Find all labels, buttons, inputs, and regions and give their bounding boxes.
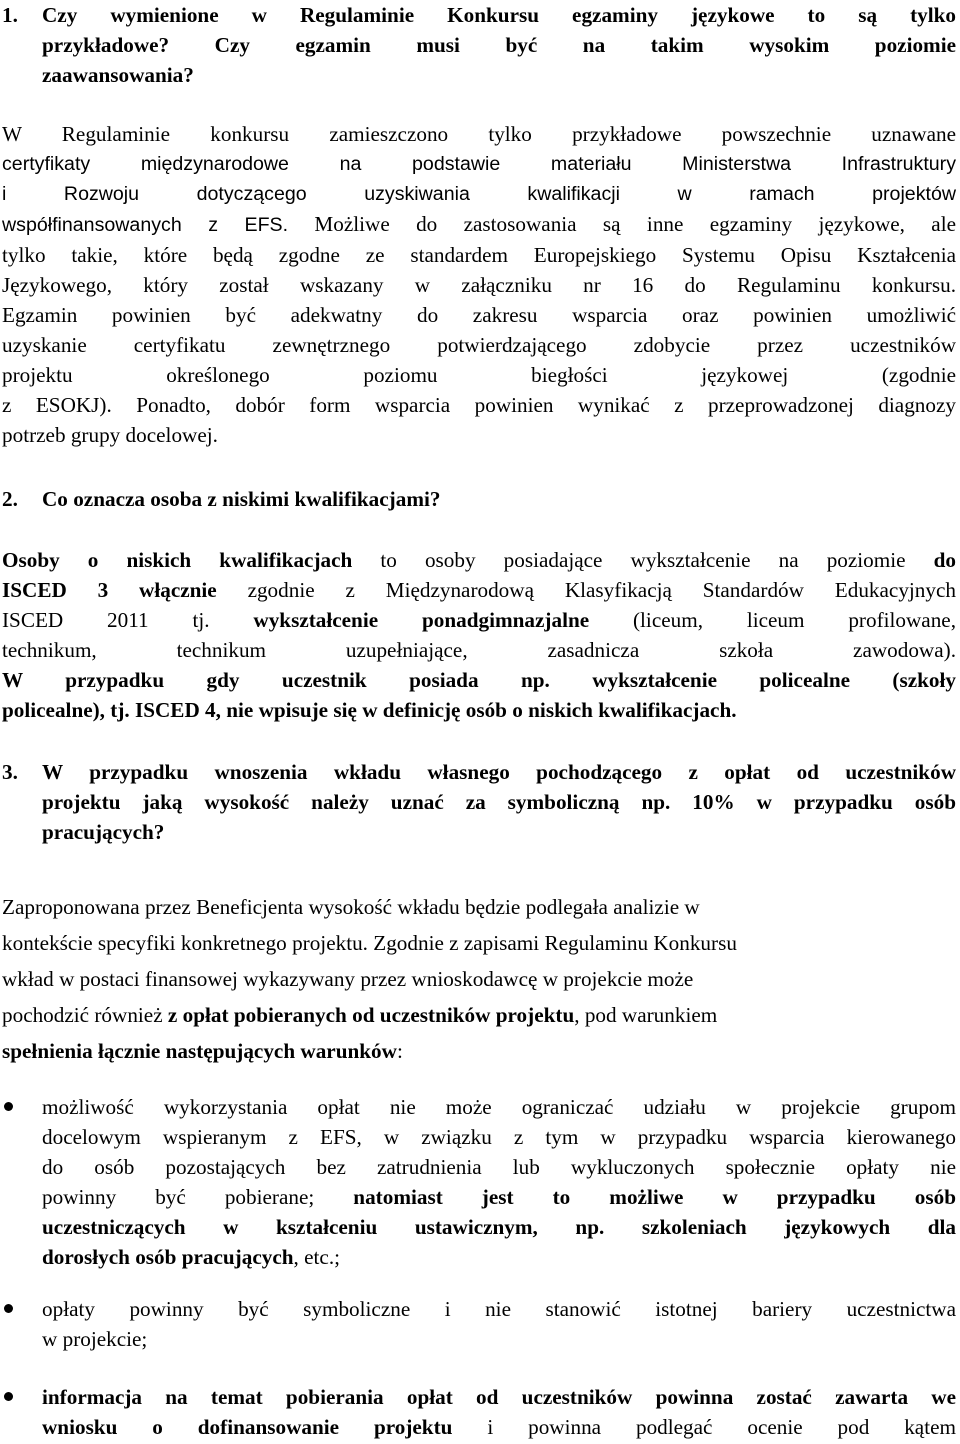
bullet-line: [42, 1242, 956, 1272]
bullet-fragment: i powinna podlegać ocenie pod kątem: [452, 1415, 956, 1439]
bullet-line: opłaty powinny być symboliczne i nie stanowić istotnej bariery uczestnictwa: [42, 1297, 956, 1321]
answer-fragment: :: [396, 1039, 403, 1063]
question-line: zaawansowania?: [42, 63, 194, 87]
answer-line: W Regulaminie konkursu zamieszczono tylko przykładowe powszechnie uznawane: [2, 122, 956, 146]
answer-line: wkład w postaci finansowej wykazywany przez wnioskodawcę w projekcie może: [2, 967, 694, 991]
answer-line: [2, 575, 956, 605]
answer-fragment: do: [933, 548, 956, 572]
question-line: projektu jaką wysokość należy uznać za symboliczną np. 10% w przypadku osób: [42, 790, 956, 814]
question-line: pracujących?: [42, 820, 165, 844]
answer-fragment: to osoby posiadające wykształcenie na poziomie: [352, 548, 934, 572]
answer-1: [2, 119, 956, 450]
bullet-line: docelowym wspieranym z EFS, w związku z tym w przypadku wsparcia kierowanego: [42, 1125, 956, 1149]
answer-fragment: zgodnie z Międzynarodową Klasyfikacją Standardów Edukacyjnych: [216, 578, 956, 602]
question-number: 3.: [2, 760, 18, 784]
bullet-line: możliwość wykorzystania opłat nie może ograniczać udziału w projekcie grupom: [42, 1095, 956, 1119]
question-number: 1.: [2, 3, 18, 27]
answer-fragment: Osoby o niskich kwalifikacjach: [2, 548, 353, 572]
bullet-line: do osób pozostających bez zatrudnienia lub wykluczonych społecznie opłaty nie: [42, 1155, 956, 1179]
answer-3: [2, 889, 932, 1069]
answer-line: potrzeb grupy docelowej.: [2, 423, 218, 447]
answer-fragment: Możliwe do zastosowania są inne egzaminy językowe, ale: [288, 212, 956, 236]
bullet-icon: [2, 1092, 42, 1272]
question-line: Co oznacza osoba z niskimi kwalifikacjami?: [42, 487, 441, 511]
answer-fragment: (liceum, liceum profilowane,: [589, 608, 956, 632]
question-1: [2, 0, 956, 90]
bullet-fragment: wniosku o dofinansowanie projektu: [42, 1415, 453, 1439]
answer-line: policealne), tj. ISCED 4, nie wpisuje się w definicję osób o niskich kwalifikacjach.: [2, 698, 737, 722]
answer-fragment: z opłat pobieranych od uczestników projektu: [167, 1003, 575, 1027]
bullet-icon: [2, 1382, 42, 1442]
answer-fragment: wykształcenie ponadgimnazjalne: [253, 608, 590, 632]
answer-line: kontekście specyfiki konkretnego projektu. Zgodnie z zapisami Regulaminu Konkursu: [2, 931, 737, 955]
bullet-item: [2, 1294, 956, 1354]
bullet-line: [42, 1412, 956, 1442]
question-number: 2.: [2, 487, 18, 511]
bullet-item: [2, 1092, 956, 1272]
answer-line: uzyskanie certyfikatu zewnętrznego potwierdzającego zdobycie przez uczestników: [2, 333, 956, 357]
answer-line: [2, 605, 956, 635]
bullet-fragment: dorosłych osób pracujących: [42, 1245, 294, 1269]
question-line: Czy wymienione w Regulaminie Konkursu egzaminy językowe to są tylko: [42, 3, 956, 27]
bullet-fragment: natomiast jest to możliwe w przypadku osób: [353, 1185, 956, 1209]
answer-line: z ESOKJ). Ponadto, dobór form wsparcia powinien wynikać z przeprowadzonej diagnozy: [2, 393, 956, 417]
answer-line: technikum, technikum uzupełniające, zasadnicza szkoła zawodowa).: [2, 638, 956, 662]
answer-line: certyfikaty międzynarodowe na podstawie materiału Ministerstwa Infrastruktury: [2, 153, 956, 175]
answer-fragment: pochodzić również: [2, 1003, 168, 1027]
answer-2: [2, 545, 956, 725]
answer-fragment: współfinansowanych z EFS.: [2, 214, 289, 236]
answer-line: i Rozwoju dotyczącego uzyskiwania kwalifikacji w ramach projektów: [2, 183, 956, 205]
answer-line: Egzamin powinien być adekwatny do zakresu wsparcia oraz powinien umożliwić: [2, 303, 956, 327]
answer-fragment: ISCED 2011 tj.: [2, 608, 254, 632]
question-3: [2, 757, 956, 847]
answer-line: [2, 209, 956, 240]
answer-line: Zaproponowana przez Beneficjenta wysokość wkładu będzie podlegała analizie w: [2, 895, 700, 919]
answer-line: [2, 1033, 932, 1069]
question-line: W przypadku wnoszenia wkładu własnego pochodzącego z opłat od uczestników: [42, 760, 956, 784]
bullet-line: informacja na temat pobierania opłat od uczestników powinna zostać zawarta we: [42, 1385, 956, 1409]
question-line: przykładowe? Czy egzamin musi być na takim wysokim poziomie: [42, 33, 956, 57]
answer-line: projektu określonego poziomu biegłości językowej (zgodnie: [2, 363, 956, 387]
answer-line: [2, 545, 956, 575]
answer-line: W przypadku gdy uczestnik posiada np. wykształcenie policealne (szkoły: [2, 668, 956, 692]
bullet-item: [2, 1382, 956, 1442]
answer-line: Językowego, który został wskazany w załączniku nr 16 do Regulaminu konkursu.: [2, 273, 956, 297]
bullet-fragment: powinny być pobierane;: [42, 1185, 354, 1209]
bullet-line: w projekcie;: [42, 1327, 148, 1351]
answer-line: [2, 997, 932, 1033]
bullet-icon: [2, 1294, 42, 1354]
bullet-line: [42, 1182, 956, 1212]
answer-fragment: spełnienia łącznie następujących warunków: [2, 1039, 397, 1063]
bullet-fragment: , etc.;: [293, 1245, 341, 1269]
bullet-line: uczestniczących w kształceniu ustawicznym, np. szkoleniach językowych dla: [42, 1215, 956, 1239]
answer-line: tylko takie, które będą zgodne ze standardem Europejskiego Systemu Opisu Kształcenia: [2, 243, 956, 267]
question-2: [2, 484, 956, 514]
answer-fragment: ISCED 3 włącznie: [2, 578, 217, 602]
answer-fragment: , pod warunkiem: [574, 1003, 718, 1027]
